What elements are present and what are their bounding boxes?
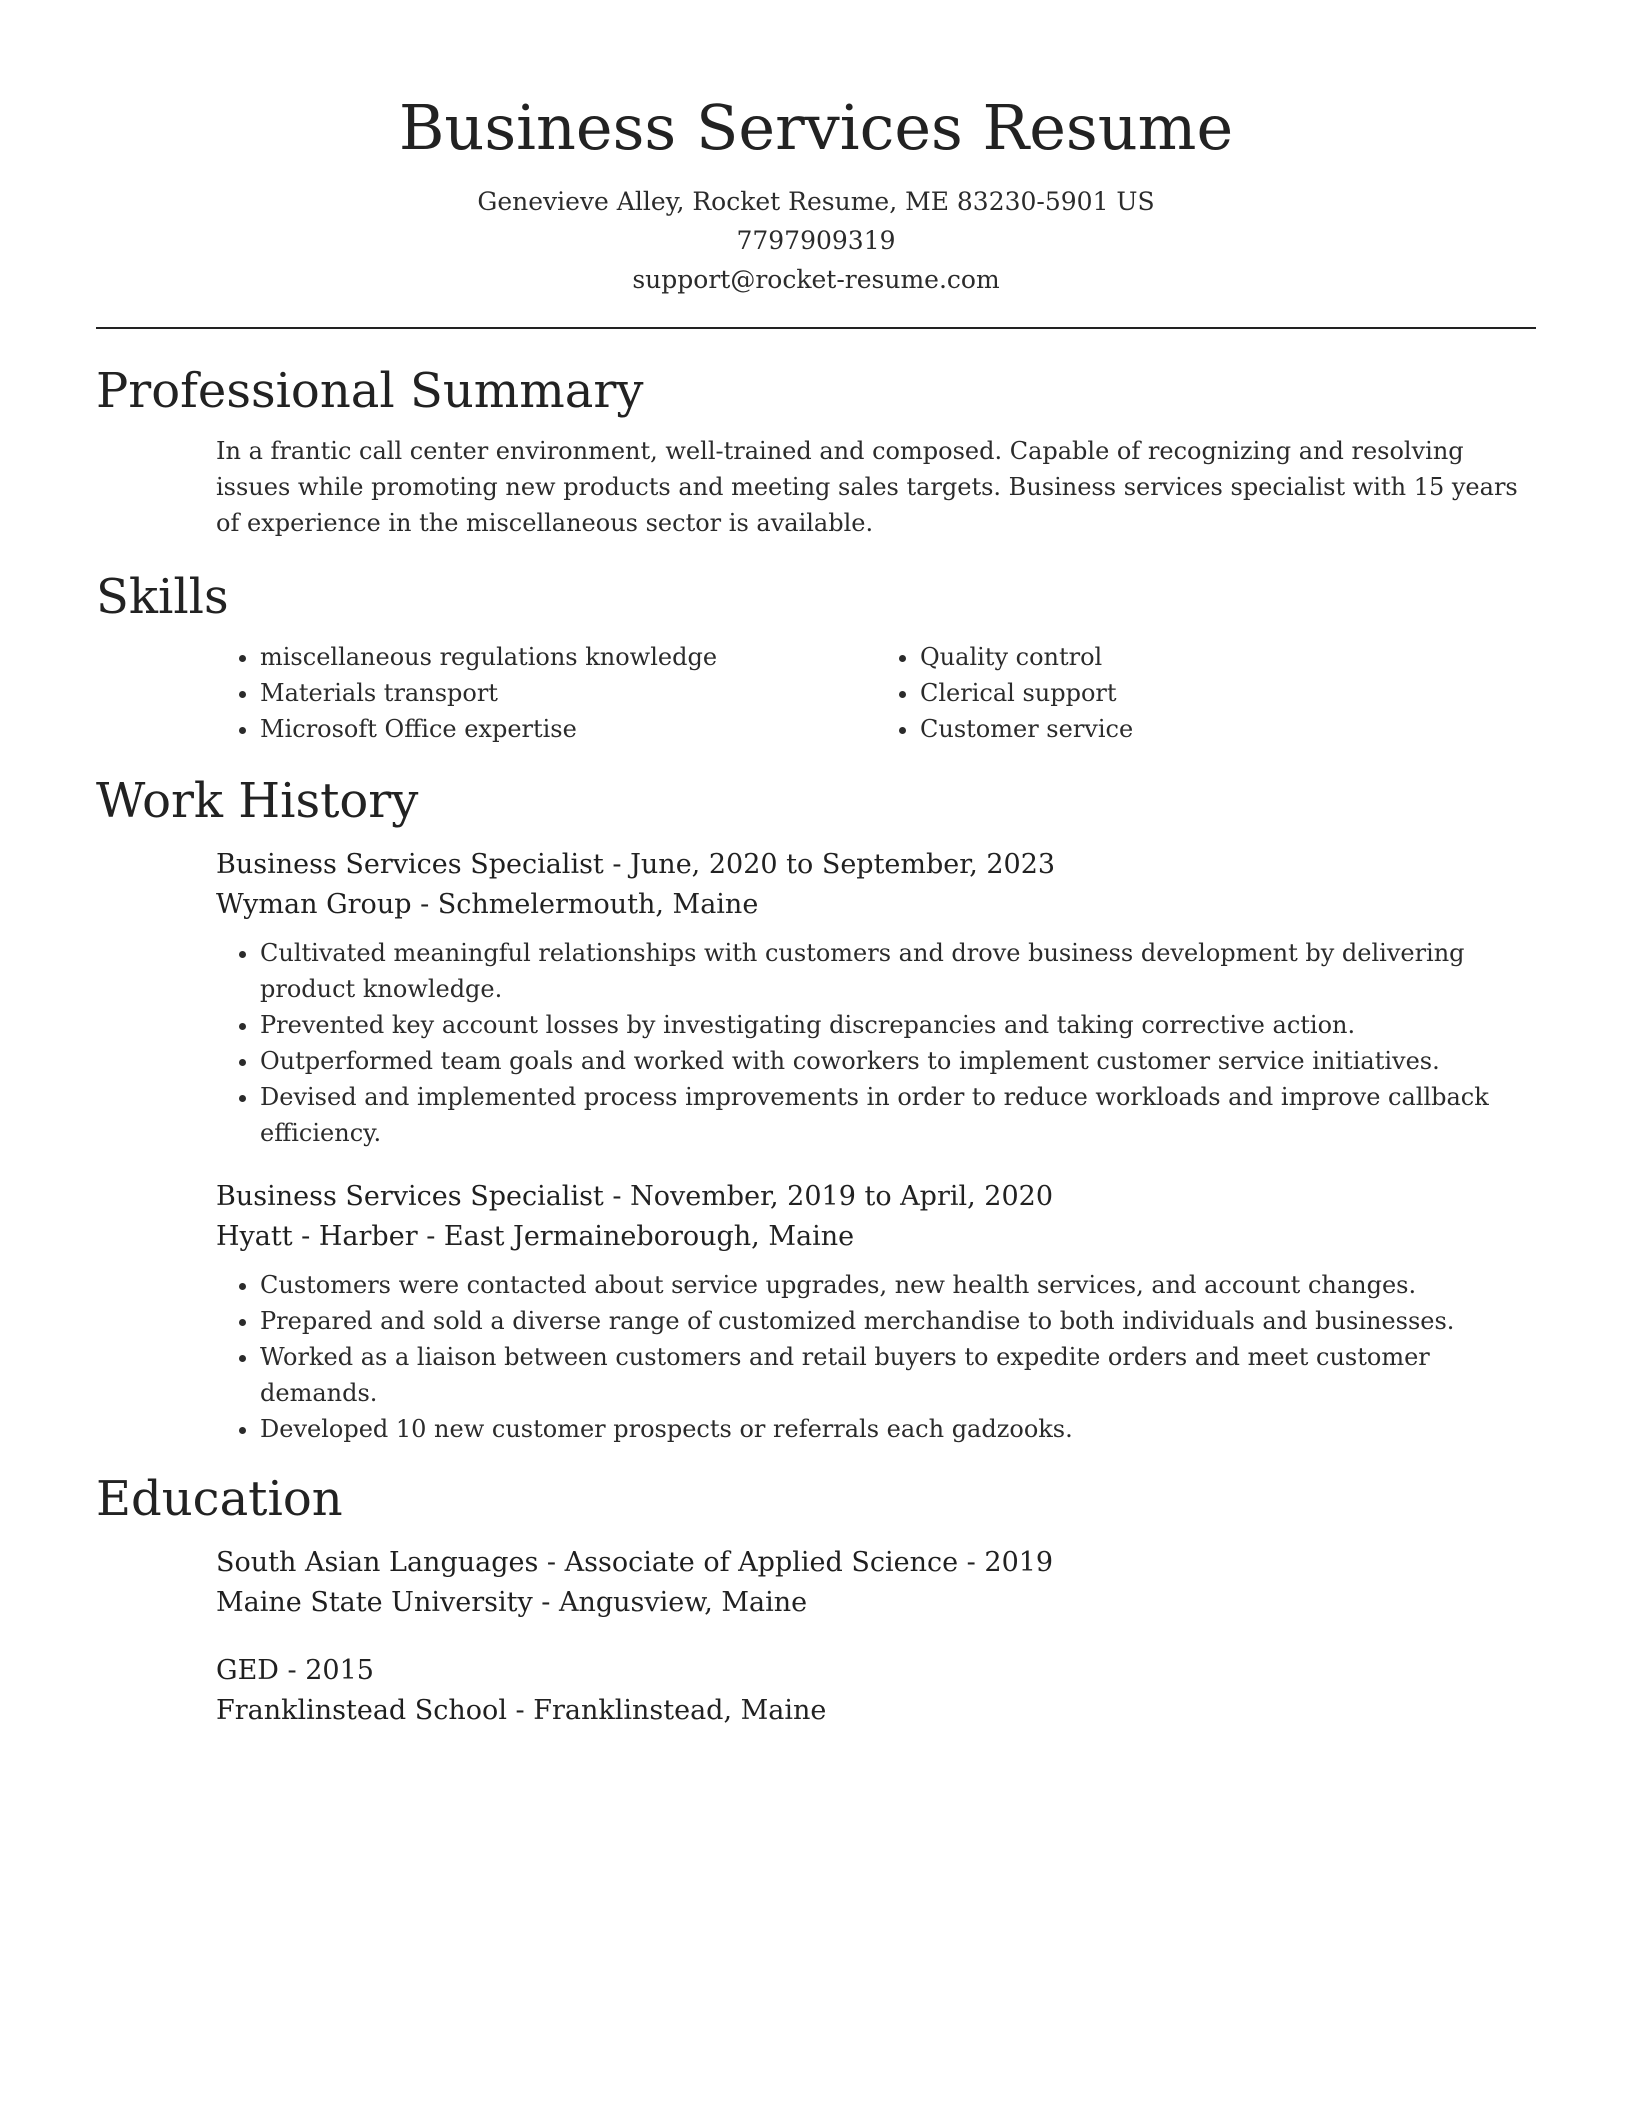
skill-item: • Clerical support [920, 675, 1536, 711]
job-duties [216, 1267, 1536, 1447]
job-duty: • Prevented key account losses by investigating discrepancies and taking corrective action. [260, 1007, 1536, 1043]
education-heading: Education [96, 1471, 343, 1527]
job-company: Wyman Group [216, 889, 412, 920]
summary-text: In a frantic call center environment, well-trained and composed. Capable of recognizing and resolving issues while promoting new products and meeting sales targets. Business services specialist with 15 years of experience in the miscellaneous sector is available. [216, 437, 1518, 537]
education-school: Maine State University [216, 1587, 533, 1618]
job-company: Hyatt - Harber [216, 1221, 418, 1252]
separator: - [538, 1547, 565, 1578]
job-duty: • Prepared and sold a diverse range of customized merchandise to both individuals and businesses. [260, 1303, 1536, 1339]
work-history-heading: Work History [96, 773, 419, 829]
skill-item: • miscellaneous regulations knowledge [260, 639, 876, 675]
education-entry [216, 1543, 1536, 1623]
contact-address: Genevieve Alley, Rocket Resume, ME 83230-5901 US [477, 187, 1155, 216]
education-degree: Associate of Applied Science [564, 1547, 959, 1578]
job-duty: • Customers were contacted about service upgrades, new health services, and account changes. [260, 1267, 1536, 1303]
separator: - [411, 889, 438, 920]
education-section [96, 1467, 1536, 1731]
job-location: Schmelermouth, Maine [437, 889, 759, 920]
skill-item: • Customer service [920, 711, 1536, 747]
skills-heading: Skills [96, 569, 229, 625]
separator: - [532, 1587, 559, 1618]
separator: - [958, 1547, 985, 1578]
education-year: 2015 [305, 1655, 374, 1686]
job-duty: • Outperformed team goals and worked with coworkers to implement customer service initiatives. [260, 1043, 1536, 1079]
job-duty: • Developed 10 new customer prospects or referrals each gadzooks. [260, 1411, 1536, 1447]
education-location: Franklinstead, Maine [533, 1695, 827, 1726]
separator: - [603, 849, 631, 880]
education-entry [216, 1651, 1536, 1731]
skill-item: • Microsoft Office expertise [260, 711, 876, 747]
summary-section [96, 359, 1536, 541]
header-divider [96, 327, 1536, 329]
job-title: Business Services Specialist [216, 1181, 604, 1212]
resume-title: Business Services Resume [398, 91, 1234, 164]
skills-column-right [876, 639, 1536, 747]
summary-heading: Professional Summary [96, 363, 644, 419]
separator: - [603, 1181, 631, 1212]
education-field: South Asian Languages [216, 1547, 539, 1578]
separator: - [506, 1695, 534, 1726]
work-history-section [96, 769, 1536, 1447]
separator: - [278, 1655, 306, 1686]
skills-column-left [216, 639, 876, 747]
job-title-line [216, 1177, 1536, 1217]
job-title-line [216, 845, 1536, 885]
job-company-line [216, 885, 1536, 925]
job-entry [216, 845, 1536, 1151]
contact-info [96, 182, 1536, 299]
education-field: GED [216, 1655, 279, 1686]
contact-phone: 7797909319 [736, 226, 896, 255]
resume-header [96, 84, 1536, 299]
education-degree-line [216, 1651, 1536, 1691]
separator: - [417, 1221, 444, 1252]
education-school-line [216, 1691, 1536, 1731]
skills-list [216, 639, 1536, 747]
skill-item: • Materials transport [260, 675, 876, 711]
job-duty: • Devised and implemented process improvements in order to reduce workloads and improve callback efficiency. [260, 1079, 1536, 1151]
job-dates: November, 2019 to April, 2020 [630, 1181, 1053, 1212]
job-dates: June, 2020 to September, 2023 [630, 849, 1056, 880]
skills-section [96, 565, 1536, 747]
education-school-line [216, 1583, 1536, 1623]
job-entry [216, 1177, 1536, 1447]
education-school: Franklinstead School [216, 1695, 507, 1726]
contact-email: support@rocket-resume.com [632, 265, 1000, 294]
education-degree-line [216, 1543, 1536, 1583]
job-duty: • Worked as a liaison between customers and retail buyers to expedite orders and meet customer demands. [260, 1339, 1536, 1411]
job-title: Business Services Specialist [216, 849, 604, 880]
job-duties [216, 935, 1536, 1151]
education-location: Angusview, Maine [559, 1587, 808, 1618]
job-location: East Jermaineborough, Maine [443, 1221, 855, 1252]
job-duty: • Cultivated meaningful relationships with customers and drove business development by delivering product knowledge. [260, 935, 1536, 1007]
job-company-line [216, 1217, 1536, 1257]
education-year: 2019 [984, 1547, 1054, 1578]
skill-item: • Quality control [920, 639, 1536, 675]
